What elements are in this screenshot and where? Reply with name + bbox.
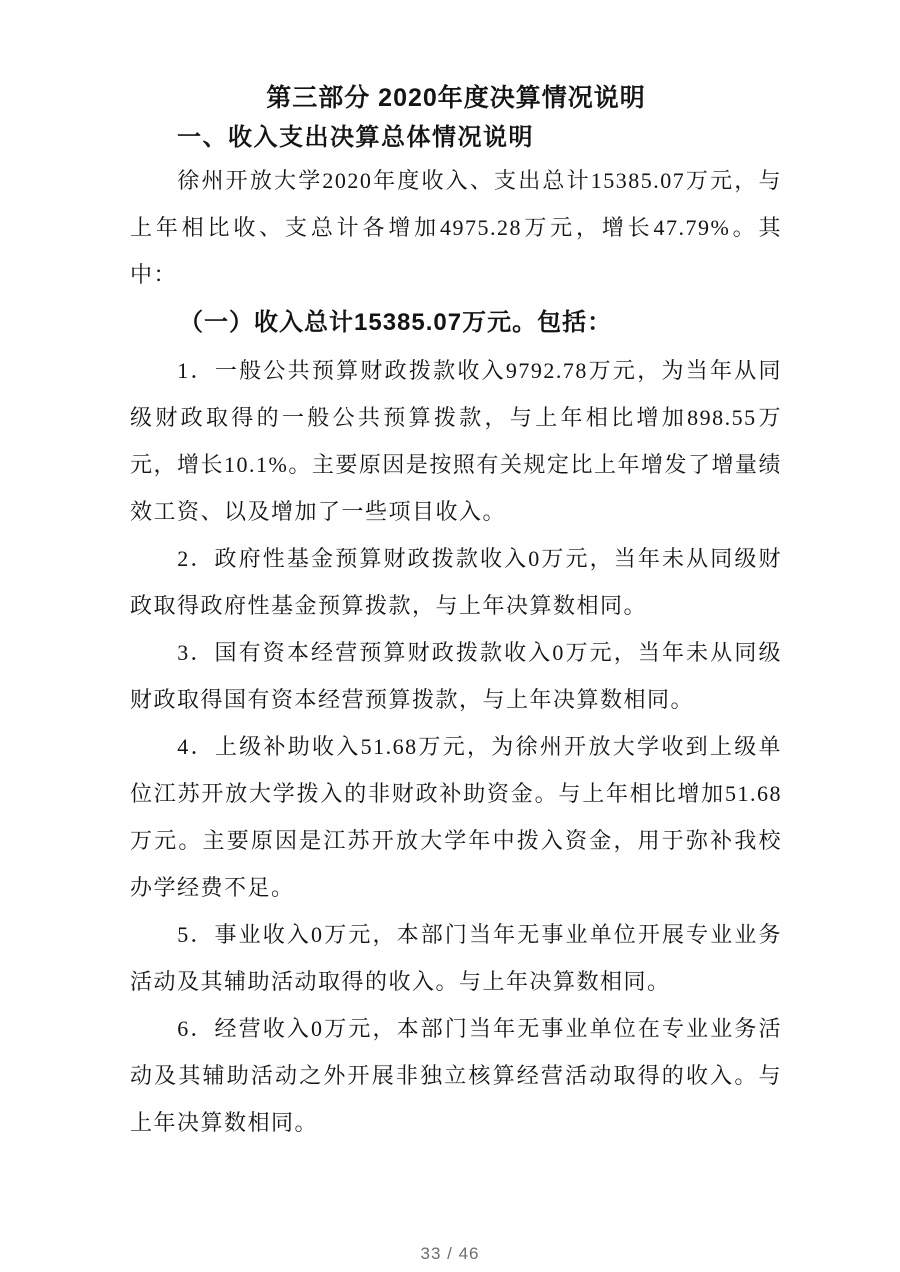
subsection-heading: （一）收入总计15385.07万元。包括：: [179, 309, 613, 336]
list-item-6: 6．经营收入0万元，本部门当年无事业单位在专业业务活动及其辅助活动之外开展非独立核算经营活动取得的收入。与上年决算数相同。: [130, 1016, 782, 1135]
list-item-4: 4．上级补助收入51.68万元，为徐州开放大学收到上级单位江苏开放大学拨入的非财政补助资金。与上年相比增加51.68万元。主要原因是江苏开放大学年中拨入资金，用于弥补我校办学经费不足。: [130, 734, 782, 900]
list-item-1: 1．一般公共预算财政拨款收入9792.78万元，为当年从同级财政取得的一般公共预算拨款，与上年相比增加898.55万元，增长10.1%。主要原因是按照有关规定比上年增发了增量绩效工资、以及增加了一些项目收入。: [130, 358, 782, 524]
list-item-5: 5．事业收入0万元，本部门当年无事业单位开展专业业务活动及其辅助活动取得的收入。与上年决算数相同。: [130, 922, 782, 994]
page-number: 33 / 46: [420, 1244, 480, 1263]
intro-paragraph: 徐州开放大学2020年度收入、支出总计15385.07万元，与上年相比收、支总计各增加4975.28万元，增长47.79%。其中：: [130, 168, 782, 287]
section-heading: 一、收入支出决算总体情况说明: [177, 124, 534, 151]
document-title: 第三部分 2020年度决算情况说明: [266, 84, 646, 112]
list-item-2: 2．政府性基金预算财政拨款收入0万元，当年未从同级财政取得政府性基金预算拨款，与上年决算数相同。: [130, 546, 782, 618]
list-item-3: 3．国有资本经营预算财政拨款收入0万元，当年未从同级财政取得国有资本经营预算拨款，与上年决算数相同。: [130, 640, 782, 712]
